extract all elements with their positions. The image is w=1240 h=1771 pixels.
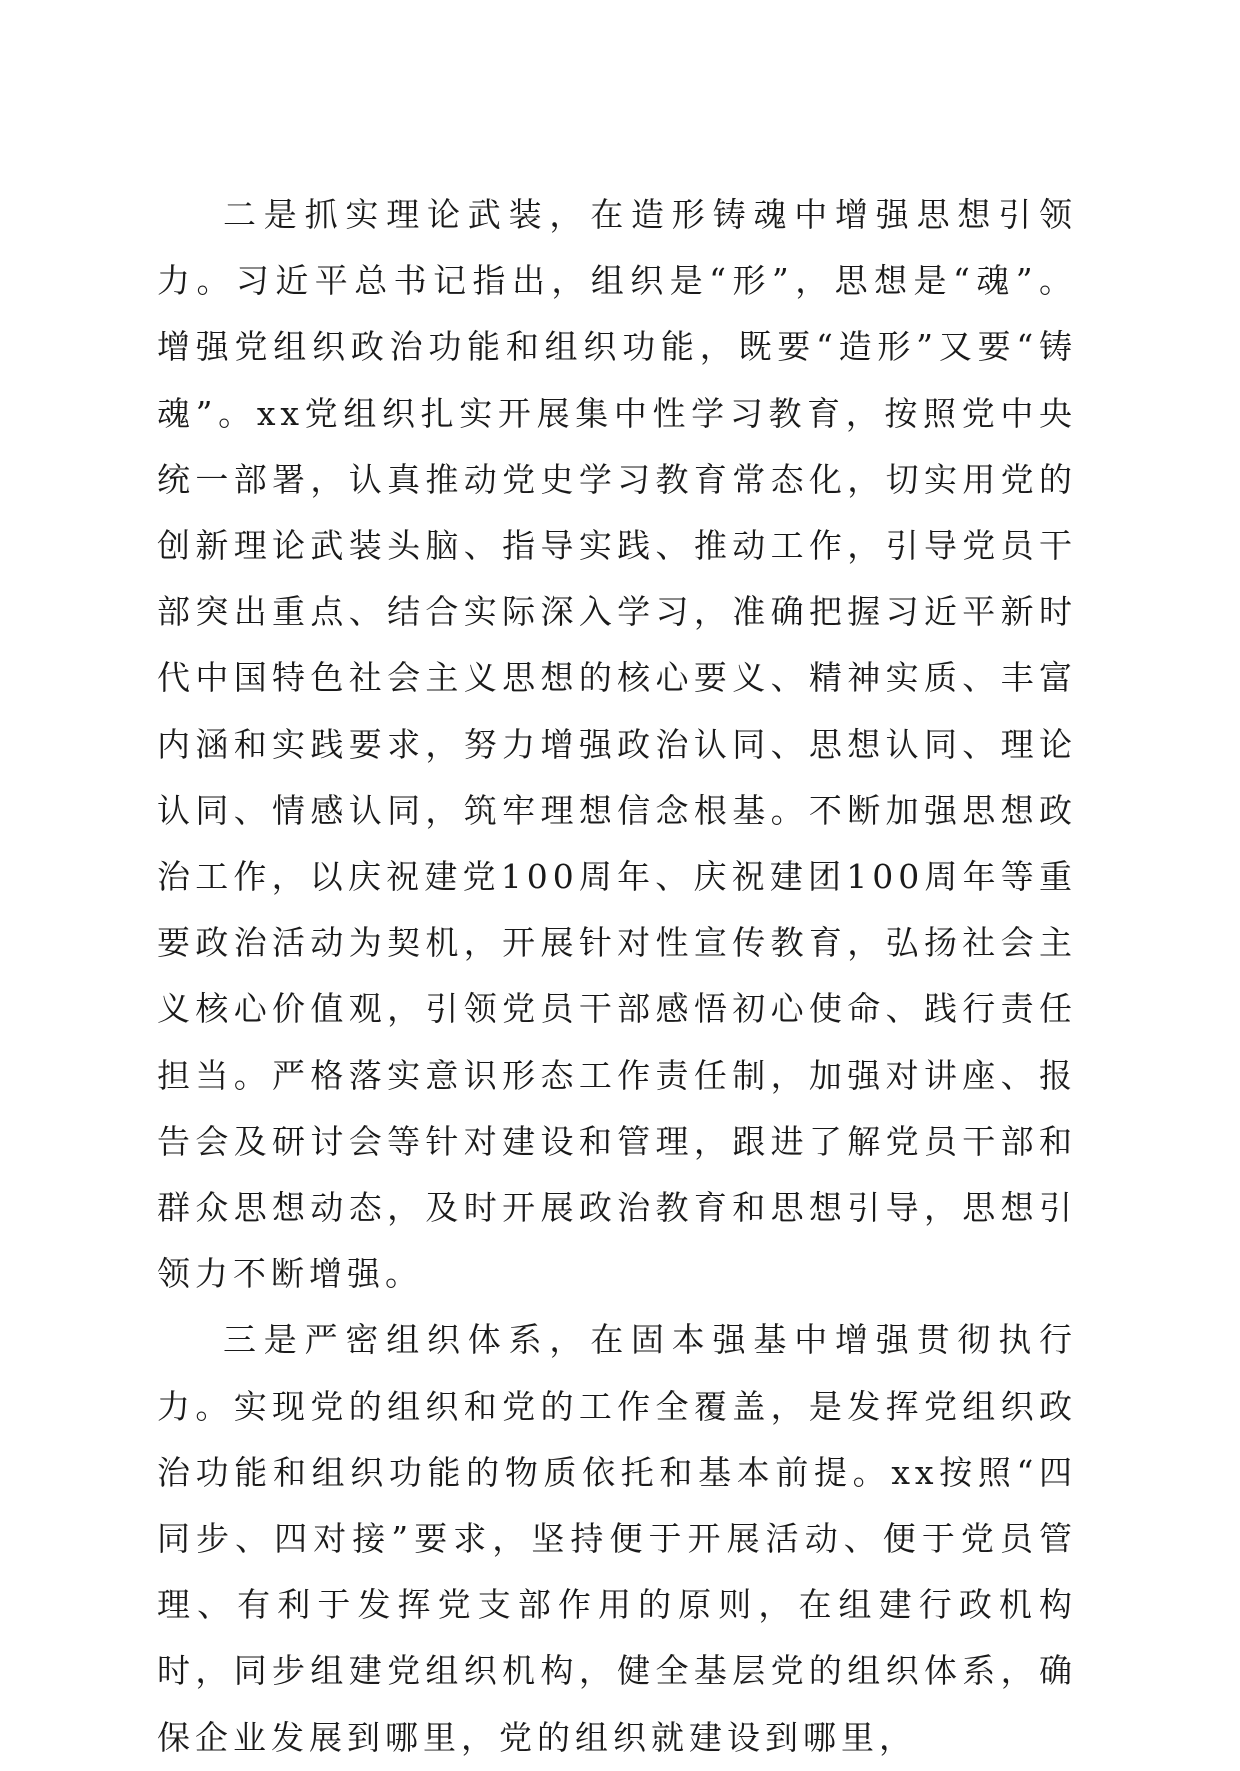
paragraph-organization-system: 三是严密组织体系，在固本强基中增强贯彻执行力。实现党的组织和党的工作全覆盖，是发挥党组织政治功能和组织功能的物质依托和基本前提。xx按照“四同步、四对接”要求，坚持便于开展活动、便于党员管理、有利于发挥党支部作用的原则，在组建行政机构时，同步组建党组织机构，健全基层党的组织体系，确保企业发展到哪里，党的组织就建设到哪里，	[157, 1320, 1077, 1757]
paragraph-theory-armament: 二是抓实理论武装，在造形铸魂中增强思想引领力。习近平总书记指出，组织是“形”，思想是“魂”。增强党组织政治功能和组织功能，既要“造形”又要“铸魂”。xx党组织扎实开展集中性学习教育，按照党中央统一部署，认真推动党史学习教育常态化，切实用党的创新理论武装头脑、指导实践、推动工作，引导党员干部突出重点、结合实际深入学习，准确把握习近平新时代中国特色社会主义思想的核心要义、精神实质、丰富内涵和实践要求，努力增强政治认同、思想认同、理论认同、情感认同，筑牢理想信念根基。不断加强思想政治工作，以庆祝建党100周年、庆祝建团100周年等重要政治活动为契机，开展针对性宣传教育，弘扬社会主义核心价值观，引领党员干部感悟初心使命、践行责任担当。严格落实意识形态工作责任制，加强对讲座、报告会及研讨会等针对建设和管理，跟进了解党员干部和群众思想动态，及时开展政治教育和思想引导，思想引领力不断增强。	[157, 195, 1077, 1294]
document-body	[157, 182, 1077, 1771]
